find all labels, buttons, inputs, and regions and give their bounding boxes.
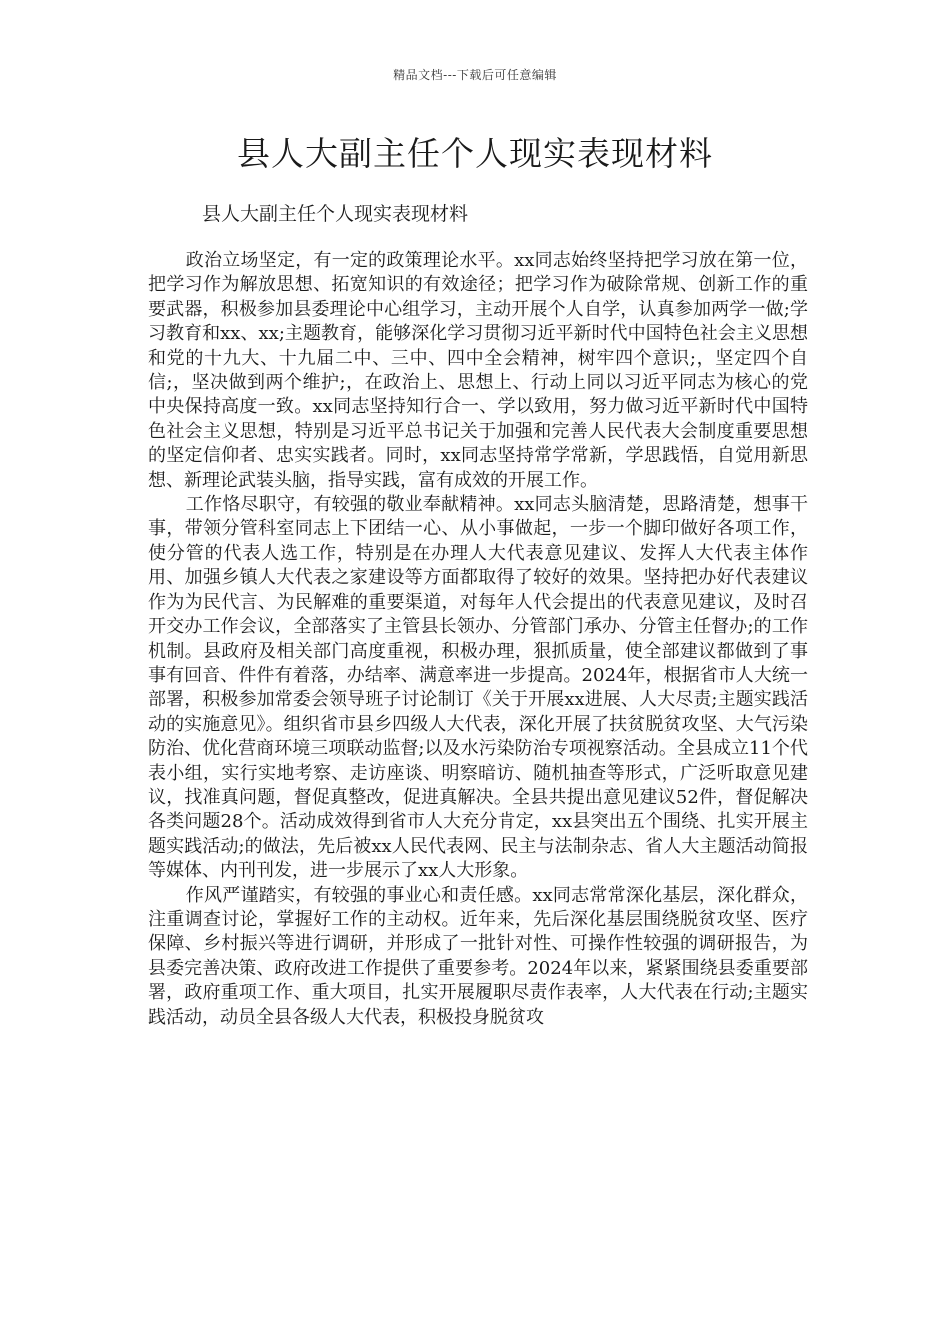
document-body (148, 249, 808, 1030)
paragraph-work-style: 作风严谨踏实，有较强的事业心和责任感。xx同志常常深化基层，深化群众，注重调查讨论，掌握好工作的主动权。近年来，先后深化基层围绕脱贫攻坚、医疗保障、乡村振兴等进行调研，并形成了一批针对性、可操作性较强的调研报告，为县委完善决策、政府改进工作提供了重要参考。2024年以来，紧紧围绕县委重要部署，政府重项工作、重大项目，扎实开展履职尽责作表率，人大代表在行动;主题实践活动，动员全县各级人大代表，积极投身脱贫攻 (148, 884, 808, 1028)
header-note: 精品文档---下载后可任意编辑 (393, 68, 557, 82)
document-subtitle: 县人大副主任个人现实表现材料 (202, 203, 469, 225)
paragraph-political-stance: 政治立场坚定，有一定的政策理论水平。xx同志始终坚持把学习放在第一位，把学习作为解放思想、拓宽知识的有效途径；把学习作为破除常规、创新工作的重要武器，积极参加县委理论中心组学习，主动开展个人自学，认真参加两学一做;学习教育和xx、xx;主题教育，能够深化学习贯彻习近平新时代中国特色社会主义思想和党的十九大、十九届二中、三中、四中全会精神，树牢四个意识;，坚定四个自信;，坚决做到两个维护;，在政治上、思想上、行动上同以习近平同志为核心的党中央保持高度一致。xx同志坚持知行合一、学以致用，努力做习近平新时代中国特色社会主义思想，特别是习近平总书记关于加强和完善人民代表大会制度重要思想的坚定信仰者、忠实实践者。同时，xx同志坚持常学常新，学思践悟，自觉用新思想、新理论武装头脑，指导实践，富有成效的开展工作。 (148, 250, 808, 491)
paragraph-work-dedication: 工作恪尽职守，有较强的敬业奉献精神。xx同志头脑清楚，思路清楚，想事干事，带领分管科室同志上下团结一心、从小事做起，一步一个脚印做好各项工作，使分管的代表人选工作，特别是在办理人大代表意见建议、发挥人大代表主体作用、加强乡镇人大代表之家建设等方面都取得了较好的效果。坚持把办好代表建议作为为民代言、为民解难的重要渠道，对每年人代会提出的代表意见建议，及时召开交办工作会议，全部落实了主管县长领办、分管部门承办、分管主任督办;的工作机制。县政府及相关部门高度重视，积极办理，狠抓质量，使全部建议都做到了事事有回音、件件有着落，办结率、满意率进一步提高。2024年，根据省市人大统一部署，积极参加常委会领导班子讨论制订《关于开展xx进展、人大尽责;主题实践活动的实施意见》。组织省市县乡四级人大代表，深化开展了扶贫脱贫攻坚、大气污染防治、优化营商环境三项联动监督;以及水污染防治专项视察活动。全县成立11个代表小组，实行实地考察、走访座谈、明察暗访、随机抽查等形式，广泛听取意见建议，找准真问题，督促真整改，促进真解决。全县共提出意见建议52件，督促解决各类问题28个。活动成效得到省市人大充分肯定，xx县突出五个围绕、扎实开展主题实践活动;的做法，先后被xx人民代表网、民主与法制杂志、省人大主题活动简报等媒体、内刊刊发，进一步展示了xx人大形象。 (148, 494, 808, 882)
document-title: 县人大副主任个人现实表现材料 (237, 134, 713, 173)
